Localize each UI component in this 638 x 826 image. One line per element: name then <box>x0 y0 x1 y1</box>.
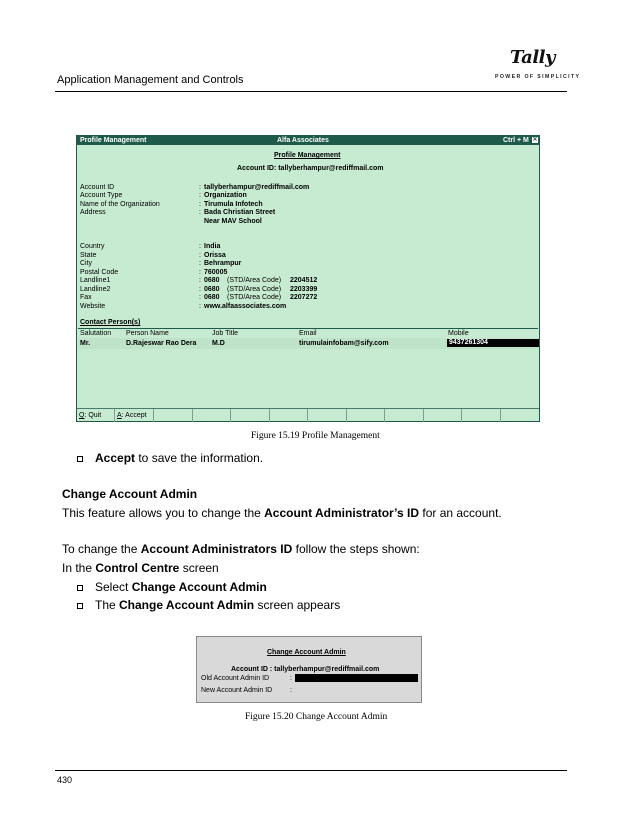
field-sep: : <box>199 286 201 293</box>
field-value[interactable]: Near MAV School <box>204 218 262 225</box>
logo-tagline: POWER OF SIMPLICITY <box>495 74 581 80</box>
bullet-icon <box>77 585 83 591</box>
field-value[interactable]: Orissa <box>204 252 226 259</box>
old-admin-input[interactable] <box>295 674 418 682</box>
bold-text: Account Administrator’s ID <box>264 506 420 520</box>
phone-code[interactable]: 0680 <box>204 294 220 301</box>
contact-col-salutation: Salutation <box>80 330 112 337</box>
field-label: Postal Code <box>80 269 119 276</box>
logo-word: Tally <box>510 47 555 68</box>
field-sep: : <box>199 252 201 259</box>
contact-person-name[interactable]: D.Rajeswar Rao Dera <box>126 340 197 347</box>
page-number: 430 <box>57 775 73 785</box>
field-label: City <box>80 260 93 267</box>
contact-heading: Contact Person(s) <box>80 319 141 326</box>
text: screen <box>179 561 219 575</box>
phone-label: Landline2 <box>80 286 111 293</box>
bullet-icon <box>77 603 83 609</box>
window-heading: Profile Management <box>274 152 341 159</box>
text: To change the <box>62 542 141 556</box>
field-label: Account Type <box>80 192 123 199</box>
phone-std-label: (STD/Area Code) <box>227 294 282 301</box>
phone-number[interactable]: 2207272 <box>290 294 318 301</box>
field-value[interactable]: Behrampur <box>204 260 242 267</box>
field-sep: : <box>290 687 292 694</box>
phone-std-label: (STD/Area Code) <box>227 286 282 293</box>
empty-button[interactable] <box>385 409 424 422</box>
contact-mobile-input[interactable]: 9437261304 <box>447 339 539 347</box>
text: for an account. <box>419 506 502 520</box>
field-label: State <box>80 252 97 259</box>
phone-number[interactable]: 2203399 <box>290 286 318 293</box>
quit-button[interactable] <box>77 409 115 422</box>
window-account-id: Account ID: tallyberhampur@rediffmail.com <box>237 165 384 172</box>
empty-button[interactable] <box>462 409 501 422</box>
empty-button[interactable] <box>424 409 462 422</box>
bold-text: Change Account Admin <box>131 580 267 594</box>
accept-key: A <box>117 412 122 419</box>
empty-button[interactable] <box>231 409 270 422</box>
admin-heading: Change Account Admin <box>267 649 346 656</box>
field-value[interactable]: tallyberhampur@rediffmail.com <box>204 184 310 191</box>
field-label: Address <box>80 209 106 216</box>
field-sep: : <box>199 294 201 301</box>
field-sep: : <box>199 269 201 276</box>
field-sep: : <box>199 260 201 267</box>
empty-button[interactable] <box>193 409 231 422</box>
field-label: Country <box>80 243 105 250</box>
accept-button[interactable] <box>115 409 154 422</box>
contact-col-job: Job Title <box>212 330 239 337</box>
change-account-admin-window <box>196 636 422 703</box>
field-sep: : <box>199 201 201 208</box>
bullet-text: to save the information. <box>135 451 264 465</box>
figure-caption: Figure 15.19 Profile Management <box>251 431 380 441</box>
paragraph <box>62 542 420 556</box>
window-titlebar <box>77 136 539 145</box>
field-value[interactable]: www.alfaassociates.com <box>204 303 287 310</box>
figure-caption: Figure 15.20 Change Account Admin <box>245 712 388 722</box>
empty-button[interactable] <box>154 409 193 422</box>
field-value[interactable]: Organization <box>204 192 247 199</box>
text: screen appears <box>254 598 341 612</box>
text: The <box>95 598 120 612</box>
phone-number[interactable]: 2204512 <box>290 277 318 284</box>
footer-rule <box>55 770 567 771</box>
field-sep: : <box>290 675 292 682</box>
field-sep: : <box>199 243 201 250</box>
text: Select <box>95 580 132 594</box>
bullet-item <box>95 598 340 612</box>
profile-management-window <box>76 135 540 422</box>
old-admin-label: Old Account Admin ID <box>201 675 270 682</box>
quit-label: : Quit <box>84 412 102 419</box>
field-value[interactable]: 760005 <box>204 269 228 276</box>
phone-std-label: (STD/Area Code) <box>227 277 282 284</box>
quit-key: Q <box>79 412 85 419</box>
field-sep: : <box>199 303 201 310</box>
contact-email[interactable]: tirumulainfobam@sify.com <box>299 340 389 347</box>
empty-button[interactable] <box>501 409 539 422</box>
bold-text: Change Account Admin <box>119 598 255 612</box>
contact-col-person: Person Name <box>126 330 169 337</box>
text: This feature allows you to change the <box>62 506 265 520</box>
contact-col-email: Email <box>299 330 317 337</box>
phone-code[interactable]: 0680 <box>204 286 220 293</box>
phone-label: Landline1 <box>80 277 111 284</box>
titlebar-left: Profile Management <box>80 137 147 144</box>
tally-logo <box>495 47 581 88</box>
paragraph <box>62 506 502 520</box>
bullet-item <box>95 580 267 594</box>
field-label: Account ID <box>80 184 115 191</box>
text: In the <box>62 561 96 575</box>
field-label: Website <box>80 303 106 310</box>
section-heading: Change Account Admin <box>62 487 198 501</box>
field-value[interactable]: India <box>204 243 221 250</box>
bullet-icon <box>77 456 83 462</box>
bullet-accept <box>95 451 263 465</box>
close-icon[interactable]: ✕ <box>532 137 538 143</box>
titlebar-company: Alfa Associates <box>277 137 329 144</box>
accept-label: : Accept <box>121 412 147 419</box>
field-value[interactable]: Bada Christian Street <box>204 209 276 216</box>
paragraph <box>62 561 219 575</box>
contact-job-title[interactable]: M.D <box>212 340 225 347</box>
contact-col-mobile: Mobile <box>448 330 469 337</box>
field-sep: : <box>199 192 201 199</box>
field-value[interactable]: Tirumula Infotech <box>204 201 263 208</box>
empty-button[interactable] <box>308 409 347 422</box>
running-header-title: Application Management and Controls <box>57 74 244 86</box>
field-sep: : <box>199 209 201 216</box>
field-sep: : <box>199 184 201 191</box>
field-sep: : <box>199 277 201 284</box>
text: follow the steps shown: <box>292 542 420 556</box>
bullet-bold: Accept <box>95 451 136 465</box>
empty-button[interactable] <box>270 409 308 422</box>
button-bar <box>77 408 539 422</box>
new-admin-label: New Account Admin ID <box>201 687 273 694</box>
contact-salutation[interactable]: Mr. <box>80 340 91 347</box>
phone-code[interactable]: 0680 <box>204 277 220 284</box>
bold-text: Control Centre <box>95 561 180 575</box>
empty-button[interactable] <box>347 409 385 422</box>
titlebar-shortcut: Ctrl + M <box>503 137 529 144</box>
bold-text: Account Administrators ID <box>140 542 293 556</box>
header-rule <box>55 91 567 92</box>
admin-account-id: Account ID : tallyberhampur@rediffmail.com <box>231 666 380 673</box>
phone-label: Fax <box>80 294 92 301</box>
field-label: Name of the Organization <box>80 201 160 208</box>
